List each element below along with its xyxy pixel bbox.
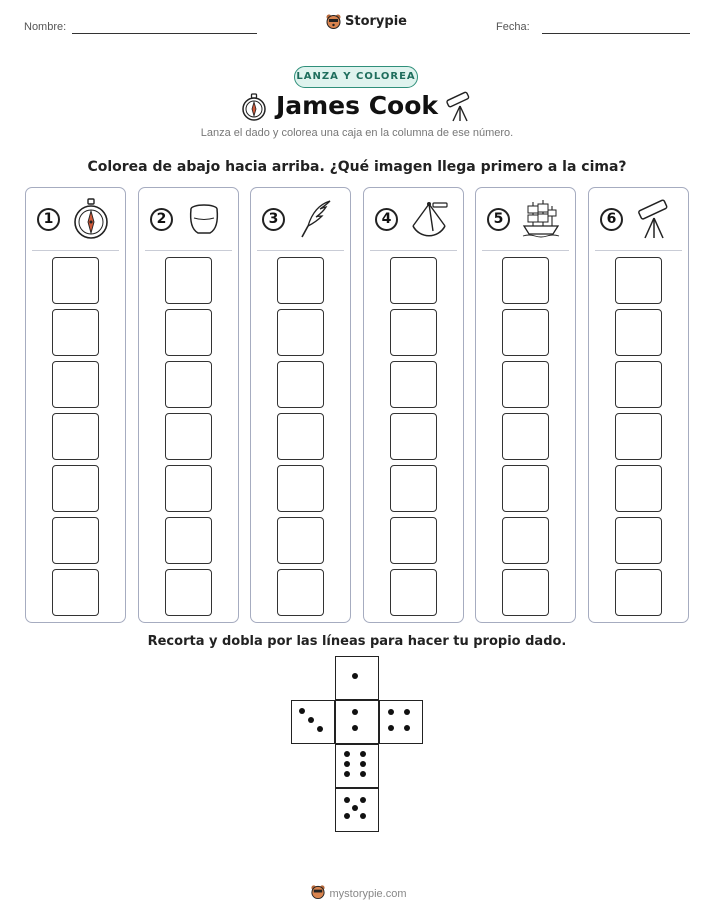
sextant-icon [409,198,449,240]
color-box[interactable] [52,361,99,408]
quill-icon [296,198,336,240]
die-pip [344,813,350,819]
die-pip [352,725,358,731]
color-box[interactable] [615,257,662,304]
date-label: Fecha: [496,21,530,33]
die-pip [308,717,314,723]
color-box[interactable] [52,257,99,304]
column-header [139,188,238,250]
column-divider [145,250,232,251]
color-box[interactable] [615,465,662,512]
column-1 [25,187,126,623]
name-label: Nombre: [24,21,67,33]
color-box[interactable] [502,309,549,356]
instruction: Colorea de abajo hacia arriba. ¿Qué imagen llega primero a la cima? [87,159,627,175]
telescope-icon [444,90,476,122]
column-divider [370,250,457,251]
color-box[interactable] [165,569,212,616]
column-5 [475,187,576,623]
ship-icon [521,198,561,240]
color-box[interactable] [165,517,212,564]
column-header [364,188,463,250]
die-pip [404,709,410,715]
die-face-2 [335,700,379,744]
column-3 [250,187,351,623]
column-number: 2 [150,208,173,231]
color-box[interactable] [52,309,99,356]
column-divider [595,250,682,251]
die-pip [360,813,366,819]
pot-icon [184,198,224,240]
column-divider [32,250,119,251]
die-pip [317,726,323,732]
color-box[interactable] [390,257,437,304]
color-box[interactable] [165,309,212,356]
brand-name: Storypie [345,14,407,29]
die-pip [360,751,366,757]
column-number: 3 [262,208,285,231]
die-pip [388,709,394,715]
color-box[interactable] [52,465,99,512]
die-pip [360,797,366,803]
color-box[interactable] [165,257,212,304]
color-box[interactable] [615,361,662,408]
color-box[interactable] [390,413,437,460]
color-box[interactable] [277,413,324,460]
color-box[interactable] [52,413,99,460]
footer-url: mystorypie.com [329,888,407,900]
die-pip [360,771,366,777]
compass-icon [71,198,111,240]
die-pip [344,797,350,803]
color-box[interactable] [52,569,99,616]
color-box[interactable] [502,361,549,408]
color-box[interactable] [615,517,662,564]
name-field[interactable] [72,33,257,34]
color-box[interactable] [502,569,549,616]
die-pip [352,805,358,811]
column-number: 4 [375,208,398,231]
column-header [589,188,688,250]
die-pip [352,673,358,679]
column-number: 1 [37,208,60,231]
color-box[interactable] [390,569,437,616]
column-header [26,188,125,250]
telescope-icon [634,198,674,240]
die-pip [344,761,350,767]
color-box[interactable] [277,465,324,512]
activity-badge: LANZA Y COLOREA [294,66,418,88]
die-face-3 [291,700,335,744]
color-box[interactable] [502,413,549,460]
color-box[interactable] [390,465,437,512]
color-box[interactable] [165,361,212,408]
color-box[interactable] [615,309,662,356]
storypie-logo-icon [325,13,342,30]
color-box[interactable] [52,517,99,564]
die-instruction: Recorta y dobla por las líneas para hacer tu propio dado. [147,634,567,649]
die-face-1 [335,656,379,700]
column-6 [588,187,689,623]
color-box[interactable] [277,569,324,616]
page-title: James Cook [275,91,439,120]
die-pip [344,771,350,777]
die-pip [299,708,305,714]
color-box[interactable] [277,361,324,408]
column-divider [257,250,344,251]
die-pip [388,725,394,731]
color-box[interactable] [615,413,662,460]
die-pip [352,709,358,715]
color-box[interactable] [390,361,437,408]
color-box[interactable] [390,517,437,564]
die-pip [404,725,410,731]
column-header [251,188,350,250]
color-box[interactable] [165,413,212,460]
color-box[interactable] [277,309,324,356]
column-divider [482,250,569,251]
die-pip [360,761,366,767]
die-pip [344,751,350,757]
column-4 [363,187,464,623]
column-2 [138,187,239,623]
subtitle: Lanza el dado y colorea una caja en la columna de ese número. [200,127,514,139]
column-number: 6 [600,208,623,231]
column-header [476,188,575,250]
color-box[interactable] [615,569,662,616]
color-box[interactable] [277,517,324,564]
color-box[interactable] [277,257,324,304]
color-box[interactable] [502,517,549,564]
die-face-6 [335,744,379,788]
column-number: 5 [487,208,510,231]
die-face-5 [335,788,379,832]
die-face-4 [379,700,423,744]
color-box[interactable] [390,309,437,356]
date-field[interactable] [542,33,690,34]
color-box[interactable] [165,465,212,512]
color-box[interactable] [502,257,549,304]
color-box[interactable] [502,465,549,512]
